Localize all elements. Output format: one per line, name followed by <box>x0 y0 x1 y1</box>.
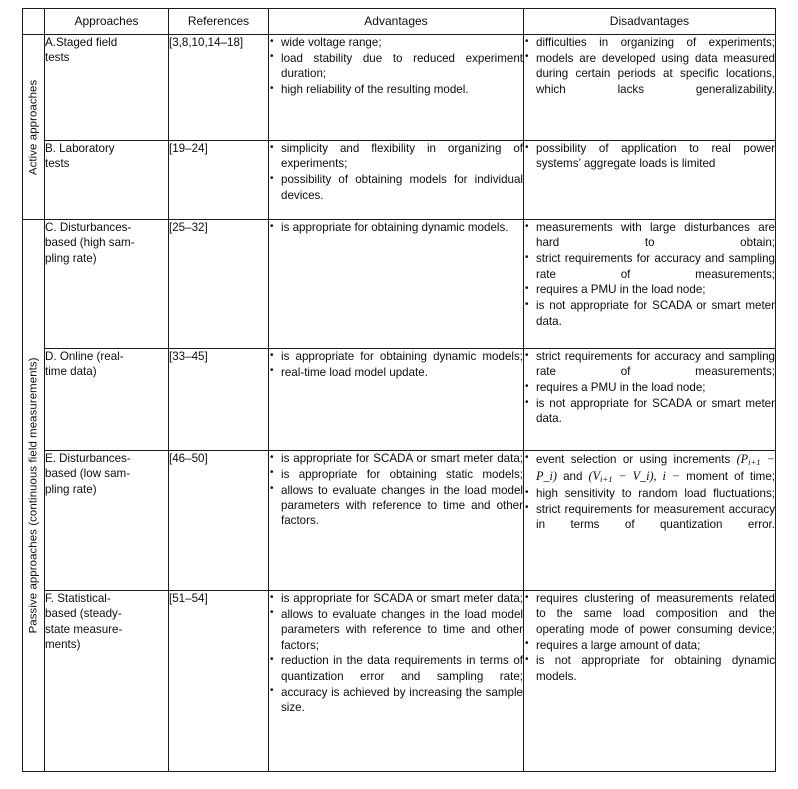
list-item: • is not appropriate for obtaining dynamic models. <box>524 653 775 684</box>
header-references: References <box>169 9 269 35</box>
advantages-e <box>269 451 524 591</box>
approach-b-line-1: B. Laboratory <box>45 142 115 155</box>
header-corner-blank <box>23 9 45 35</box>
approach-name-f <box>45 591 169 772</box>
approach-name-c <box>45 220 169 349</box>
table-row <box>23 591 776 772</box>
approach-name-a <box>45 35 169 141</box>
math-expression: ($P_{i+1}$ − P_i) <box>536 452 775 484</box>
list-item: • is appropriate for obtaining dynamic models. <box>269 220 523 235</box>
group-label-active <box>23 35 45 220</box>
list-item: • strict requirements for measurement accuracy in terms of quantization error. <box>524 502 775 533</box>
header-approaches: Approaches <box>45 9 169 35</box>
list-item: • models are developed using data measured during certain periods at specific locations, which lacks generalizability. <box>524 51 775 97</box>
table-row <box>23 451 776 591</box>
load-model-approaches-table <box>22 8 776 772</box>
approach-c-line-2: based (high sam- <box>45 236 135 250</box>
disadvantages-e <box>524 451 776 591</box>
approach-a-line-1: A.Staged field <box>45 36 118 49</box>
approach-f-line-1: F. Statistical- <box>45 592 111 605</box>
approach-f-line-4: ments) <box>45 637 81 651</box>
list-item: • allows to evaluate changes in the load model parameters with reference to time and other factors; <box>269 607 523 653</box>
list-item: • requires a PMU in the load node; <box>524 380 775 395</box>
table-row <box>23 349 776 451</box>
list-item: • requires a large amount of data; <box>524 638 775 653</box>
references-e: [46–50] <box>169 451 269 591</box>
list-item: • real-time load model update. <box>269 365 523 380</box>
list-item: • strict requirements for accuracy and sampling rate of measurements; <box>524 251 775 282</box>
table-header <box>23 9 776 35</box>
approach-e-line-1: E. Disturbances- <box>45 452 131 465</box>
list-item: • wide voltage range; <box>269 35 523 50</box>
disadvantages-c <box>524 220 776 349</box>
references-a: [3,8,10,14–18] <box>169 35 269 141</box>
list-item: • simplicity and flexibility in organizing of experiments; <box>269 141 523 172</box>
advantages-f <box>269 591 524 772</box>
approach-d-line-1: D. Online (real- <box>45 350 124 363</box>
advantages-a <box>269 35 524 141</box>
list-item: • difficulties in organizing of experiments; <box>524 35 775 50</box>
increment-formula-item: event selection or using increments ($P_{i+1}$ − P_i) and ($V_{i+1}$ − V_i), i − moment of time; <box>536 452 775 485</box>
list-item: • high reliability of the resulting model. <box>269 82 523 97</box>
approach-f-line-2: based (steady- <box>45 607 122 621</box>
list-item: • is not appropriate for SCADA or smart meter data. <box>524 298 775 329</box>
list-item: • is not appropriate for SCADA or smart meter data. <box>524 396 775 427</box>
approach-name-d <box>45 349 169 451</box>
header-disadvantages: Disadvantages <box>524 9 776 35</box>
approach-name-e <box>45 451 169 591</box>
list-item: • is appropriate for obtaining static models; <box>269 467 523 482</box>
list-item: • is appropriate for SCADA or smart meter data; <box>269 451 523 466</box>
list-item: • measurements with large disturbances are hard to obtain; <box>524 220 775 251</box>
list-item: • requires clustering of measurements related to the same load composition and the operating mode of power consuming device; <box>524 591 775 637</box>
list-item: • load stability due to reduced experiment duration; <box>269 51 523 82</box>
disadvantages-a <box>524 35 776 141</box>
group-label-passive-text: Passive approaches (continuous field measurements) <box>27 357 40 634</box>
list-item-math <box>524 451 775 486</box>
approach-c-line-3: pling rate) <box>45 251 97 265</box>
approach-e-line-2: based (low sam- <box>45 467 131 481</box>
references-d: [33–45] <box>169 349 269 451</box>
list-item: • high sensitivity to random load fluctuations; <box>524 486 775 501</box>
approach-b-line-2: tests <box>45 157 70 171</box>
header-advantages: Advantages <box>269 9 524 35</box>
approach-f-line-3: state measure- <box>45 622 123 636</box>
references-c: [25–32] <box>169 220 269 349</box>
list-item: • possibility of obtaining models for individual devices. <box>269 172 523 203</box>
table-body <box>23 35 776 772</box>
list-item: • strict requirements for accuracy and sampling rate of measurements; <box>524 349 775 380</box>
references-b: [19–24] <box>169 141 269 220</box>
table-row <box>23 141 776 220</box>
approach-c-line-1: C. Disturbances- <box>45 221 132 234</box>
table-row <box>23 220 776 349</box>
approach-name-b <box>45 141 169 220</box>
list-item: • allows to evaluate changes in the load model parameters with reference to time and other factors. <box>269 483 523 529</box>
list-item: • possibility of application to real power systems’ aggregate loads is limited <box>524 141 775 172</box>
list-item: • reduction in the data requirements in terms of quantization error and sampling rate; <box>269 653 523 684</box>
approach-d-line-2: time data) <box>45 365 97 379</box>
advantages-d <box>269 349 524 451</box>
list-item: • is appropriate for SCADA or smart meter data; <box>269 591 523 606</box>
header-row <box>23 9 776 35</box>
disadvantages-b <box>524 141 776 220</box>
list-item: • is appropriate for obtaining dynamic models; <box>269 349 523 364</box>
references-f: [51–54] <box>169 591 269 772</box>
list-item: • accuracy is achieved by increasing the sample size. <box>269 685 523 716</box>
group-label-passive <box>23 220 45 772</box>
advantages-b <box>269 141 524 220</box>
advantages-c <box>269 220 524 349</box>
disadvantages-d <box>524 349 776 451</box>
math-expression: ($V_{i+1}$ − V_i), i − <box>588 469 681 485</box>
table-row <box>23 35 776 141</box>
approach-e-line-3: pling rate) <box>45 482 97 496</box>
group-label-active-text: Active approaches <box>27 79 40 175</box>
approach-a-line-2: tests <box>45 51 70 65</box>
disadvantages-f <box>524 591 776 772</box>
list-item: • requires a PMU in the load node; <box>524 282 775 297</box>
